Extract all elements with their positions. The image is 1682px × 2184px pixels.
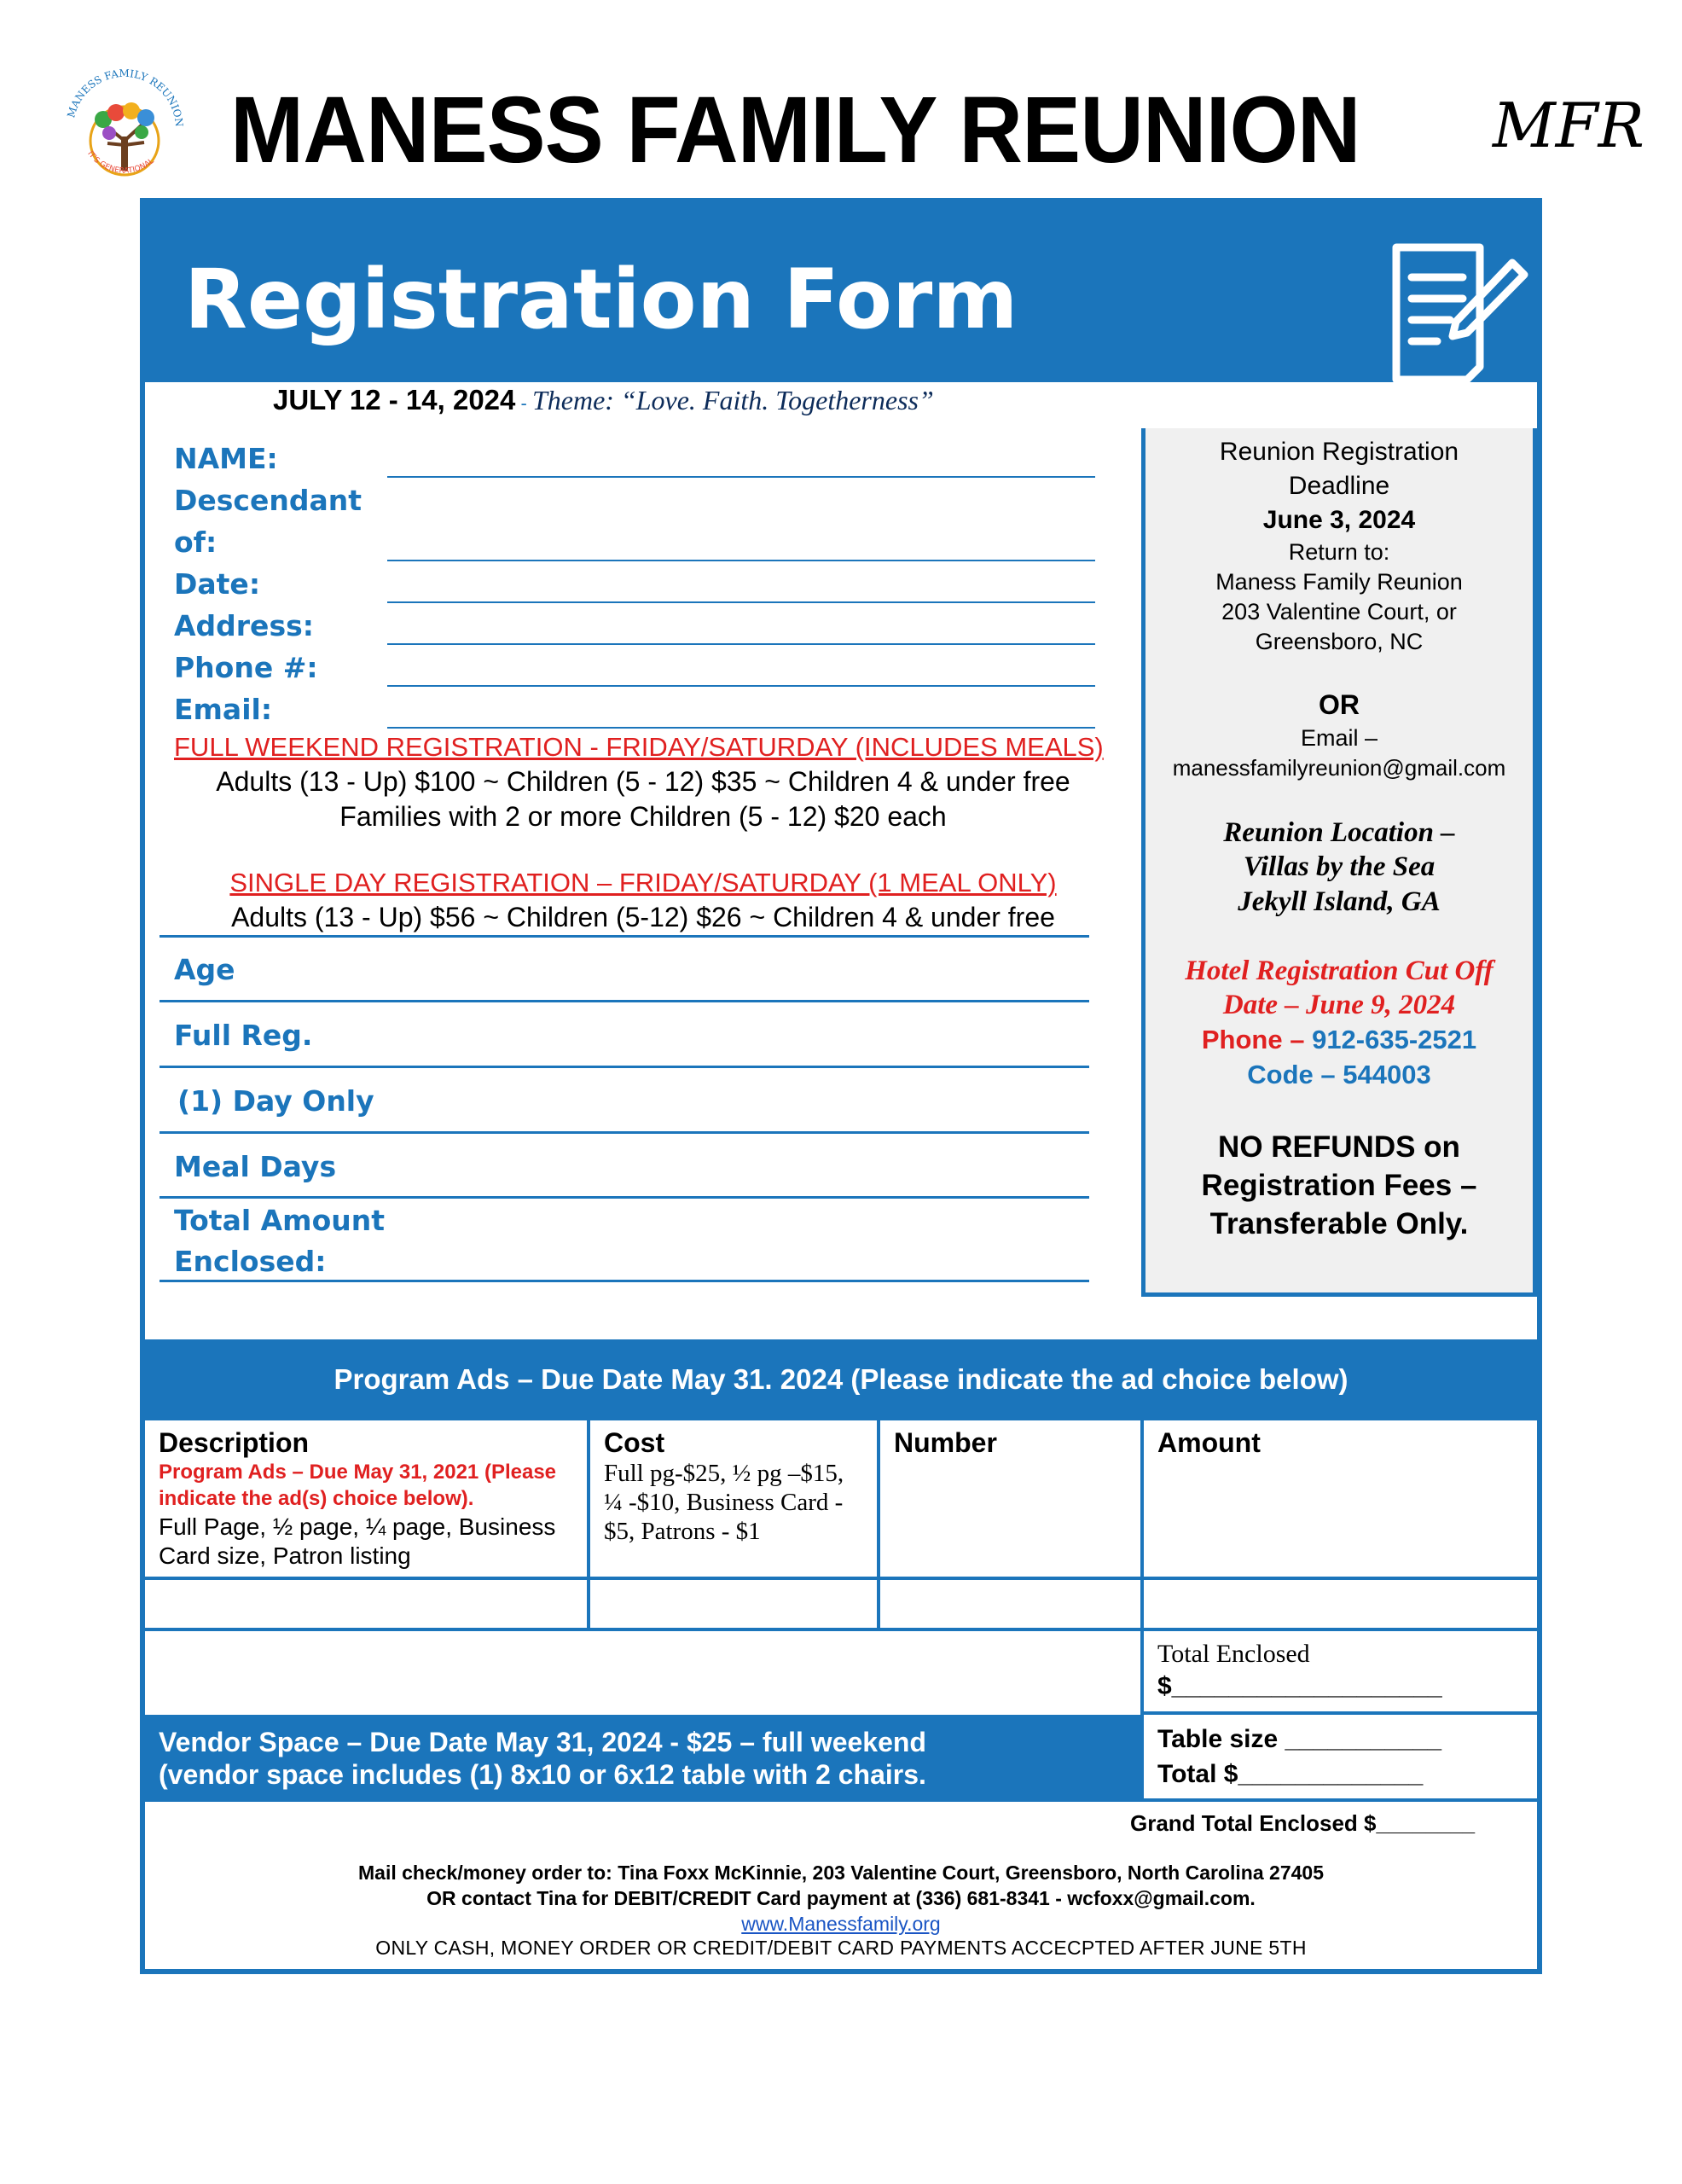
ad-amount-input[interactable] [1144, 1580, 1536, 1626]
one-day-field[interactable] [160, 1131, 1089, 1134]
cash-note: ONLY CASH, MONEY ORDER OR CREDIT/DEBIT CARD PAYMENTS ACCECPTED AFTER JUNE 5TH [375, 1937, 1307, 1959]
table-size-field[interactable]: Table size ___________ [1157, 1725, 1442, 1753]
deadline-heading-2: Deadline [1288, 472, 1390, 500]
event-dates [273, 384, 934, 416]
col-number: Number [894, 1427, 997, 1458]
meal-days-label: Meal Days [174, 1150, 337, 1183]
single-day-heading: SINGLE DAY REGISTRATION – FRIDAY/SATURDAY (1 MEAL ONLY) [229, 868, 1057, 897]
age-label: Age [174, 953, 235, 986]
contact-email[interactable]: manessfamilyreunion@gmail.com [1172, 755, 1506, 781]
ads-cost-1: Full pg-$25, ½ pg –$15, [604, 1460, 844, 1487]
descendant-label: Descendant [174, 484, 362, 517]
total-amount-field[interactable] [160, 1280, 1089, 1282]
address-field[interactable] [387, 643, 1095, 645]
location-heading: Reunion Location – [1223, 817, 1455, 848]
date-field[interactable] [387, 601, 1095, 603]
return-org: Maness Family Reunion [1215, 569, 1463, 595]
refund-note-3: Transferable Only. [1209, 1207, 1469, 1240]
age-field[interactable] [160, 1000, 1089, 1002]
hotel-phone-number[interactable]: 912-635-2521 [1312, 1025, 1477, 1054]
total-enclosed-label: Enclosed: [174, 1245, 327, 1278]
reunion-logo [56, 60, 193, 196]
full-reg-label: Full Reg. [174, 1019, 313, 1052]
logo-arc-text-bottom: IT'S GENERATIONAL [85, 149, 156, 176]
svg-text:MANESS FAMILY REUNION [65, 67, 185, 127]
table-border [145, 1417, 1537, 1420]
vendor-total-field[interactable]: Total $_____________ [1157, 1760, 1424, 1788]
ads-desc-note-2: indicate the ad(s) choice below). [159, 1487, 474, 1510]
hotel-phone [1141, 1025, 1537, 1055]
ads-title: Program Ads – Due Date May 31. 2024 (Please indicate the ad choice below) [334, 1363, 1348, 1395]
total-enclosed-label: Total Enclosed [1157, 1640, 1310, 1668]
return-street: 203 Valentine Court, or [1221, 599, 1457, 624]
col-amount: Amount [1157, 1427, 1261, 1458]
ads-cost-2: ¼ -$10, Business Card - [604, 1489, 844, 1516]
card-payment-contact: OR contact Tina for DEBIT/CREDIT Card payment at (336) 681-8341 - wcfoxx@gmail.com. [426, 1887, 1256, 1909]
full-weekend-prices: Adults (13 - Up) $100 ~ Children (5 - 12) $35 ~ Children 4 & under free [216, 766, 1070, 797]
email-label: Email: [174, 693, 273, 726]
table-border [1141, 1711, 1537, 1715]
hotel-cutoff-date: Date – June 9, 2024 [1222, 990, 1456, 1020]
hotel-phone-label: Phone – [1201, 1025, 1305, 1054]
banner-title: Registration Form [184, 252, 1018, 347]
hotel-code: Code – 544003 [1247, 1060, 1431, 1089]
website-link[interactable]: www.Manessfamily.org [741, 1913, 941, 1935]
descendant-field[interactable] [387, 560, 1095, 561]
date-label: Date: [174, 567, 261, 601]
name-field[interactable] [387, 476, 1095, 478]
location-venue: Villas by the Sea [1243, 851, 1436, 882]
ads-cost-3: $5, Patrons - $1 [604, 1518, 761, 1545]
monogram: MFR [1493, 90, 1644, 161]
or-divider: OR [1319, 689, 1360, 720]
single-day-prices: Adults (13 - Up) $56 ~ Children (5-12) $26 ~ Children 4 & under free [231, 902, 1055, 932]
full-weekend-families: Families with 2 or more Children (5 - 12) $20 each [339, 801, 947, 832]
grand-total-field[interactable]: Grand Total Enclosed $________ [1130, 1810, 1476, 1836]
phone-label: Phone #: [174, 651, 318, 684]
email-field[interactable] [387, 727, 1095, 729]
col-description: Description [159, 1427, 310, 1458]
mail-instructions: Mail check/money order to: Tina Foxx McKinnie, 203 Valentine Court, Greensboro, North Carolina 27405 [358, 1862, 1324, 1884]
full-reg-field[interactable] [160, 1066, 1089, 1068]
ad-cost-input[interactable] [590, 1580, 875, 1626]
ads-desc [159, 1513, 555, 1571]
page-title: MANESS FAMILY REUNION [230, 78, 1360, 183]
svg-text:IT'S GENERATIONAL [85, 150, 155, 176]
hotel-cutoff: Hotel Registration Cut Off [1185, 956, 1494, 986]
full-weekend-heading: FULL WEEKEND REGISTRATION - FRIDAY/SATURDAY (INCLUDES MEALS) [174, 732, 1104, 762]
return-to: Return to: [1288, 539, 1390, 565]
ad-number-input[interactable] [880, 1580, 1140, 1626]
location-city: Jekyll Island, GA [1238, 886, 1441, 917]
one-day-label: (1) Day Only [177, 1084, 374, 1118]
meal-days-field[interactable] [160, 1196, 1089, 1199]
descendant-label-of: of: [174, 526, 218, 559]
email-heading: Email – [1300, 725, 1378, 751]
refund-note-1: NO REFUNDS on [1218, 1130, 1460, 1164]
event-theme: Theme: “Love. Faith. Togetherness” [531, 385, 934, 415]
deadline-date: June 3, 2024 [1262, 506, 1416, 534]
event-dates-value: JULY 12 - 14, 2024 [273, 384, 516, 415]
col-cost: Cost [604, 1427, 665, 1458]
total-amount-label: Total Amount [174, 1204, 386, 1237]
logo-arc-text-top: MANESS FAMILY REUNION [65, 67, 186, 128]
ads-desc-2: Card size, Patron listing [159, 1542, 411, 1569]
deadline-heading: Reunion Registration [1219, 438, 1459, 466]
ads-cost [604, 1459, 844, 1546]
total-enclosed-field[interactable]: $___________________ [1157, 1672, 1442, 1700]
table-border [145, 1628, 1537, 1631]
address-label: Address: [174, 609, 314, 642]
ad-description-input[interactable] [148, 1580, 585, 1626]
document-pencil-icon [1386, 239, 1531, 384]
phone-field[interactable] [387, 685, 1095, 687]
return-city: Greensboro, NC [1255, 629, 1424, 654]
ads-desc-note [159, 1459, 556, 1512]
row-divider [160, 935, 1089, 938]
refund-note-2: Registration Fees – [1201, 1169, 1477, 1202]
vendor-line-1: Vendor Space – Due Date May 31, 2024 - $25 – full weekend [159, 1727, 926, 1757]
ads-desc-1: Full Page, ½ page, ¼ page, Business [159, 1513, 556, 1540]
dates-separator: - [515, 392, 532, 414]
name-label: NAME: [174, 442, 278, 475]
vendor-line-2: (vendor space includes (1) 8x10 or 6x12 table with 2 chairs. [159, 1759, 926, 1790]
ads-desc-note-1: Program Ads – Due May 31, 2021 (Please [159, 1461, 557, 1484]
